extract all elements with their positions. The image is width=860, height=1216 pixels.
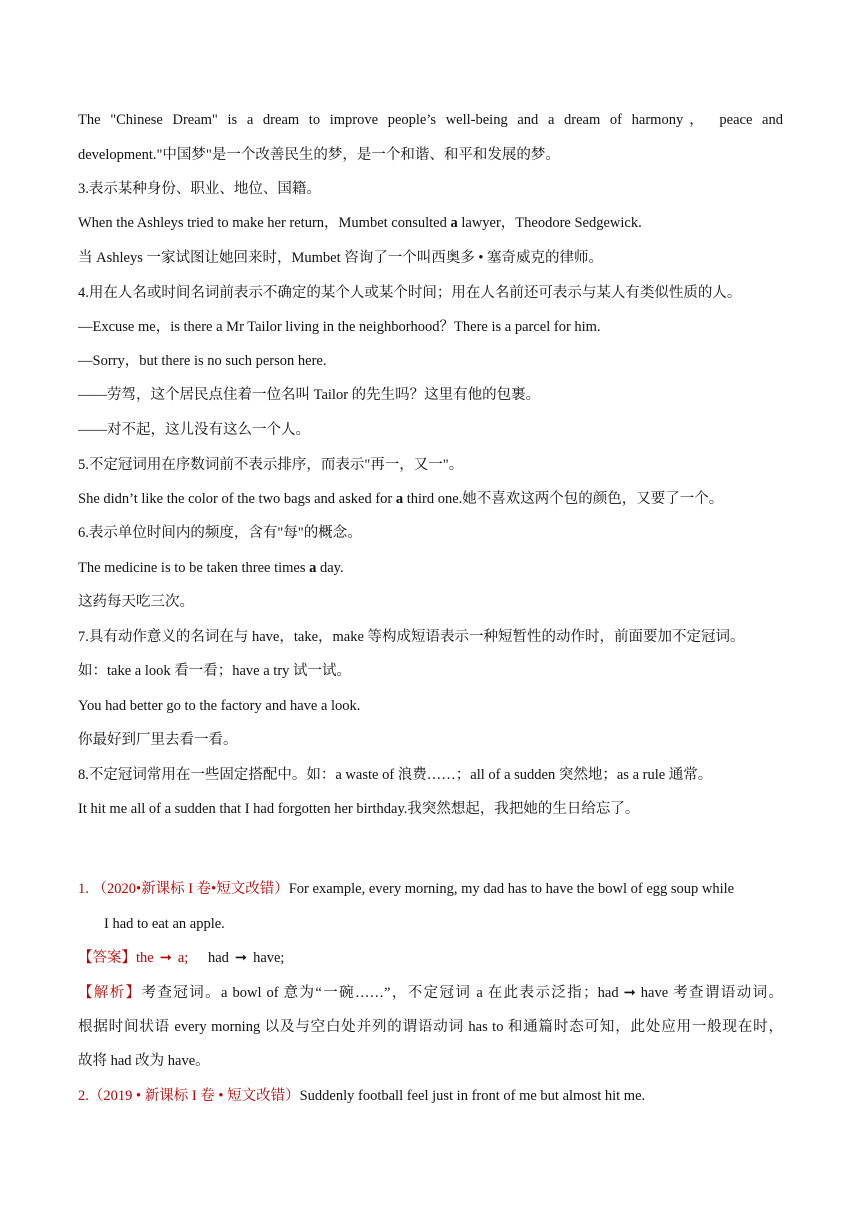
answer-tag: 【答案】 [78,950,136,966]
rule-8-example: It hit me all of a sudden that I had forgotten her birthday.我突然想起，我把她的生日给忘了。 [78,801,640,817]
rule-4-dialog-zh-2: ——对不起，这儿没有这么一个人。 [78,422,310,438]
example-chinese-dream-en: The "Chinese Dream" is a dream to improve people’s well-being and a dream of harmony， peace and [78,112,783,128]
exercise-1-question: 1. （2020•新课标 I 卷•短文改错）For example, every morning, my dad has to have the bowl of egg soup while [78,881,735,897]
rule-4-dialog-1: —Excuse me，is there a Mr Tailor living in the neighborhood？There is a parcel for him. [78,319,601,335]
rule-7-example-zh: 你最好到厂里去看一看。 [78,732,238,748]
rule-7-heading: 7.具有动作意义的名词在与 have，take，make 等构成短语表示一种短暂性的动作时，前面要加不定冠词。 [78,629,745,645]
rule-3-example-zh: 当 Ashleys 一家试图让她回来时，Mumbet 咨询了一个叫西奥多 • 塞奇威克的律师。 [78,250,604,266]
exercise-1-source: （2020•新课标 I 卷•短文改错） [92,881,289,897]
rule-4-dialog-2: —Sorry，but there is no such person here. [78,353,327,369]
rule-7-example-en: You had better go to the factory and have a look. [78,698,361,714]
rule-8-heading: 8.不定冠词常用在一些固定搭配中。如：a waste of 浪费……；all of a sudden 突然地；as a rule 通常。 [78,767,713,783]
exercise-1-question-cont: I had to eat an apple. [104,916,225,932]
rule-5-heading: 5.不定冠词用在序数词前不表示排序，而表示"再一，又一"。 [78,457,464,473]
exercise-1-analysis-cont: 根据时间状语 every morning 以及与空白处并列的谓语动词 has to 和通篇时态可知，此处应用一般现在时， [78,1019,783,1035]
exercise-1-answer: 【答案】the ➞ a; had ➞ have; [78,950,285,966]
arrow-right-icon: ➞ [159,950,172,966]
arrow-right-icon: ➞ [234,950,248,966]
rule-4-heading: 4.用在人名或时间名词前表示不确定的某个人或某个时间；用在人名前还可表示与某人有类似性质的人。 [78,285,742,301]
rule-6-example-en: The medicine is to be taken three times a day. [78,560,344,576]
rule-6-heading: 6.表示单位时间内的频度，含有"每"的概念。 [78,525,362,541]
exercise-2-source: 2.（2019 • 新课标 I 卷 • 短文改错） [78,1088,300,1104]
exercise-1-analysis-end: 故将 had 改为 have。 [78,1053,210,1069]
rule-7-examples: 如：take a look 看一看；have a try 试一试。 [78,663,352,679]
example-chinese-dream-cont: development."中国梦"是一个改善民生的梦，是一个和谐、和平和发展的梦。 [78,147,560,163]
rule-3-example-en: When the Ashleys tried to make her return，Mumbet consulted a lawyer，Theodore Sedgewick. [78,215,642,231]
analysis-tag: 【解析】 [78,985,142,1001]
rule-6-example-zh: 这药每天吃三次。 [78,594,194,610]
rule-5-example: She didn’t like the color of the two bags and asked for a third one.她不喜欢这两个包的颜色，又要了一个。 [78,491,724,507]
rule-4-dialog-zh-1: ——劳驾，这个居民点住着一位名叫 Tailor 的先生吗？这里有他的包裹。 [78,387,541,403]
exercise-2-question: 2.（2019 • 新课标 I 卷 • 短文改错）Suddenly football feel just in front of me but almost hit me. [78,1088,646,1104]
rule-3-heading: 3.表示某种身份、职业、地位、国籍。 [78,181,321,197]
exercise-1-number: 1. [78,881,89,897]
exercise-1-analysis: 【解析】考查冠词。a bowl of 意为“一碗……”，不定冠词 a 在此表示泛指；had ➞ have 考查谓语动词。 [78,985,783,1001]
